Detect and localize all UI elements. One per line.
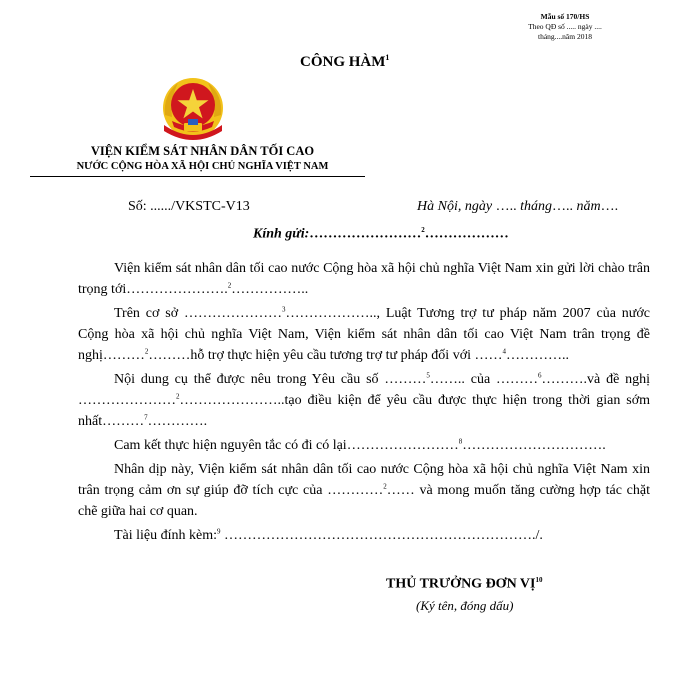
greeting-text: Viện kiểm sát nhân dân tối cao nước Cộng hòa xã hội chủ nghĩa Việt Nam xin gửi lời chào trân trọng tới <box>78 261 650 297</box>
form-code: Mẫu số 170/HS <box>540 12 590 21</box>
addressee <box>253 226 509 243</box>
request-dots-3: ………………… <box>78 393 176 408</box>
signature-instruction: (Ký tên, đóng dấu) <box>416 598 514 613</box>
issue-date <box>417 199 618 215</box>
footnote-ref: 8 <box>458 437 463 446</box>
request-dots: ……… <box>384 372 427 387</box>
date-year-label: năm <box>576 199 601 214</box>
footnote-ref: 2 <box>227 281 232 290</box>
addressee-footnote-ref: 2 <box>421 226 425 234</box>
reference-number: Số: ....../VKSTC-V13 <box>128 199 250 214</box>
form-decision-line: Theo QĐ số ..... ngày .... <box>528 22 602 31</box>
legal-basis-text-2: ……………….., Luật Tương trợ tư pháp năm 2007 của nước Cộng hòa xã hội chủ nghĩa Việt Nam, Viện kiểm sát nhân dân tối cao Việt Nam trân trọng đề nghị <box>78 306 651 363</box>
signer-footnote-ref: 10 <box>535 576 543 584</box>
request-dots-4: ……… <box>102 414 145 429</box>
footnote-ref: 2 <box>383 482 387 491</box>
paragraph-legal-basis <box>78 303 650 366</box>
request-text-3: ……….và đề nghị <box>541 372 651 387</box>
paragraph-reciprocity <box>78 435 650 456</box>
footnote-ref: 2 <box>144 347 149 356</box>
legal-basis-dots-2: ……… <box>102 348 145 363</box>
reciprocity-text: Cam kết thực hiện nguyên tắc có đi có lại <box>114 438 347 453</box>
reciprocity-dots-2: …………………………. <box>462 438 606 453</box>
attachments-label: Tài liệu đính kèm: <box>114 528 218 543</box>
legal-basis-dots: ………………… <box>183 306 282 321</box>
legal-basis-text: Trên cơ sở <box>114 306 179 321</box>
paragraph-greeting <box>78 258 650 300</box>
request-dots-2: ……… <box>496 372 539 387</box>
footnote-ref: 7 <box>144 413 148 422</box>
signer-title <box>386 576 542 593</box>
footnote-ref: 4 <box>502 347 506 356</box>
addressee-label: Kính gửi: <box>253 226 310 242</box>
paragraph-thanks <box>78 459 650 522</box>
title-footnote-ref: 1 <box>385 53 390 62</box>
country-name: NƯỚC CỘNG HÒA XÃ HỘI CHỦ NGHĨA VIỆT NAM <box>76 161 329 172</box>
paragraph-request-content <box>78 369 650 432</box>
request-text-2: …….. của <box>429 372 491 387</box>
footnote-ref: 2 <box>176 392 180 401</box>
page-title <box>300 53 389 71</box>
date-year: …. <box>600 199 619 214</box>
paragraph-attachments <box>78 525 650 546</box>
title-text: CÔNG HÀM <box>300 54 386 70</box>
agency-name: VIỆN KIỂM SÁT NHÂN DÂN TỐI CAO <box>90 144 315 158</box>
form-number <box>505 12 625 42</box>
reciprocity-dots: …………………… <box>346 438 459 453</box>
national-emblem-icon <box>158 75 228 145</box>
signer-title-text: THỦ TRƯỞNG ĐƠN VỊ <box>386 576 536 592</box>
request-dots-5: …………. <box>147 414 208 429</box>
request-text-4: …………………..tạo điều kiện để yêu cầu được thực hiện trong thời gian sớm nhất <box>78 393 650 429</box>
legal-basis-text-3: ………hỗ trợ thực hiện yêu cầu tương trợ tư pháp đối với <box>148 348 471 363</box>
footnote-ref: 9 <box>217 527 221 536</box>
date-month-label: tháng <box>520 199 552 214</box>
footnote-ref: 3 <box>281 305 286 314</box>
date-month: ….. <box>551 199 573 214</box>
request-text: Nội dung cụ thể được nêu trong Yêu cầu số <box>114 372 379 387</box>
legal-basis-dots-4: ………….. <box>506 348 569 363</box>
thanks-dots: ………… <box>327 483 384 498</box>
addressee-dots: …………………… <box>309 226 422 242</box>
footnote-ref: 6 <box>538 371 542 380</box>
greeting-dots-2: …………….. <box>231 282 309 297</box>
attachments-dots: …………………………………………………………./. <box>220 528 543 543</box>
thanks-text-2: …… và mong muốn tăng cường hợp tác chặt chẽ giữa hai cơ quan. <box>78 483 651 519</box>
issuing-agency <box>40 144 365 174</box>
form-date-line: tháng....năm 2018 <box>538 32 592 41</box>
agency-underline <box>30 176 365 177</box>
date-day: ….. <box>495 199 517 214</box>
letter-body <box>78 258 650 549</box>
footnote-ref: 5 <box>426 371 430 380</box>
thanks-text: Nhân dịp này, Viện kiểm sát nhân dân tối cao nước Cộng hòa xã hội chủ nghĩa Việt Nam xin trân trọng cảm ơn sự giúp đỡ tích cực của <box>78 462 650 498</box>
legal-basis-dots-3: …… <box>474 348 503 363</box>
greeting-dots: …………………. <box>126 282 228 297</box>
addressee-dots-2: ……………… <box>424 226 509 242</box>
date-place: Hà Nội, ngày <box>417 199 493 214</box>
